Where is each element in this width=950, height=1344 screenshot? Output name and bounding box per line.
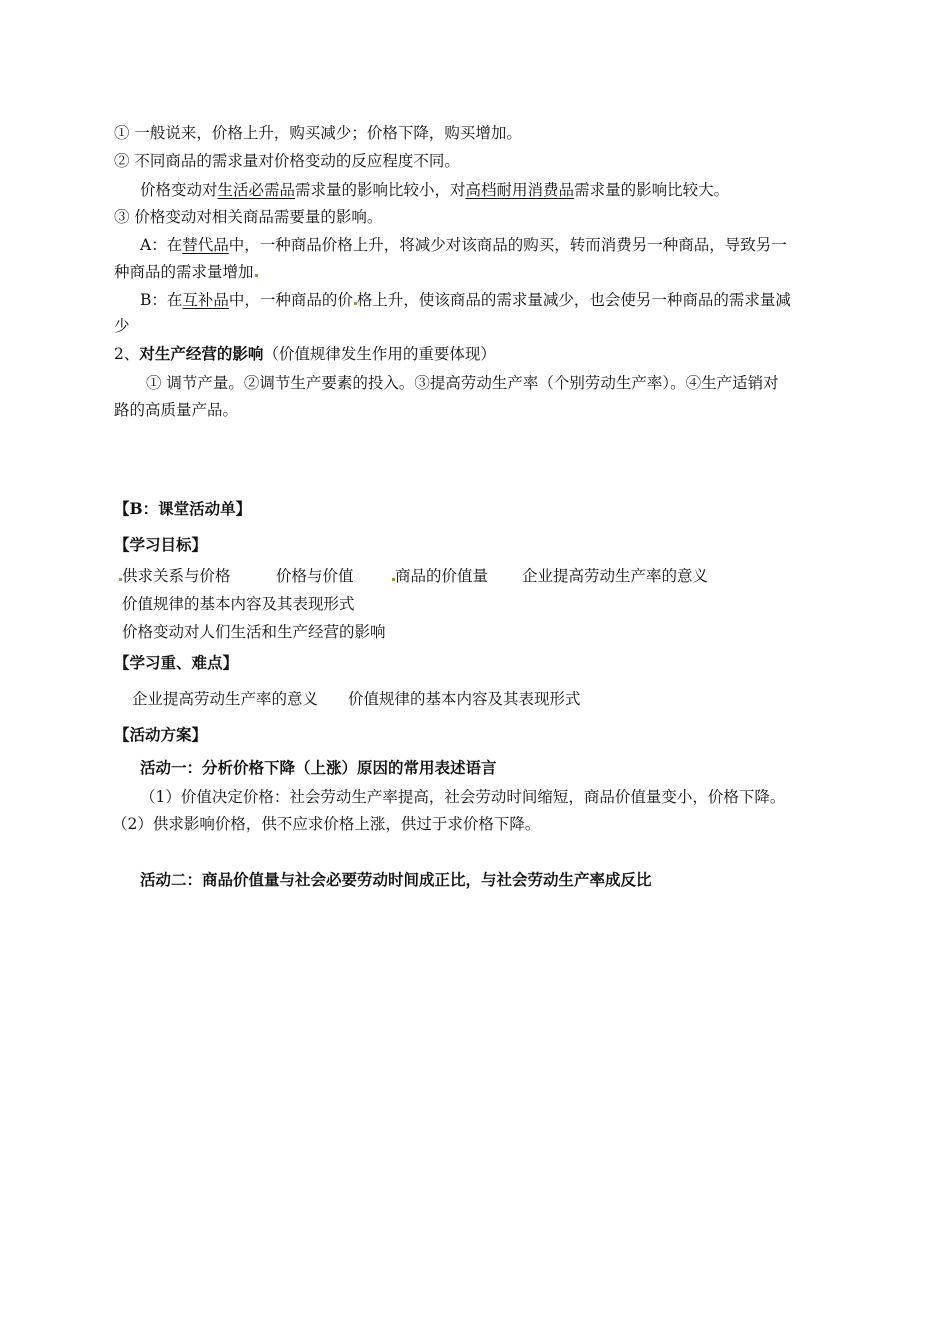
goal-item: 供求关系与价格 [122,567,231,585]
goals-row-1 [118,566,231,586]
paragraph-4: ③ 价格变动对相关商品需要量的影响。 [114,208,383,226]
text-span: A：在 [140,236,183,254]
text-span: 需求量的影响比较大。 [574,181,730,199]
paragraph-8-line-2: 路的高质量产品。 [114,401,239,419]
goals-title: 【学习目标】 [114,535,208,554]
key-point-item: 价值规律的基本内容及其表现形式 [348,690,581,708]
bold-heading: 对生产经营的影响 [139,344,264,363]
goal-item-with-mark [391,566,488,586]
text-span: 需求量的影响比较小，对 [295,181,466,199]
paragraph-3 [140,180,729,200]
goal-item: 商品的价值量 [395,567,489,585]
paragraph-6-line-2: 少 [114,317,130,335]
text-span: 种商品的需求量增加 [114,263,254,281]
goal-item: 价格与价值 [276,567,354,585]
activity-plan-title: 【活动方案】 [114,725,208,744]
section-b-header: 【B：课堂活动单】 [114,499,252,518]
paragraph-6-line-1 [140,290,791,310]
key-point-item: 企业提高劳动生产率的意义 [132,690,319,708]
activity-1-title: 活动一：分析价格下降（上涨）原因的常用表述语言 [140,758,497,777]
text-span: （价值规律发生作用的重要体现） [263,345,496,363]
activity-1-item-2: （2）供求影响价格，供不应求价格上涨，供过于求价格下降。 [112,815,541,833]
underlined-term: 互补品 [182,291,229,309]
paragraph-5-line-1 [140,235,787,255]
underlined-term: 生活必需品 [217,181,296,199]
text-span: 中，一种商品的价 [228,291,353,309]
underlined-term: 替代品 [182,236,229,254]
text-span: 格上升，使该商品的需求量减少，也会使另一种商品的需求量减 [356,291,791,309]
goals-row-2: 价值规律的基本内容及其表现形式 [122,595,355,613]
text-span: 2、 [114,345,140,363]
underlined-term: 高档耐用消费品 [465,181,575,199]
text-span: 价格变动对 [140,181,218,199]
key-points-title: 【学习重、难点】 [114,653,239,672]
text-span: 中，一种商品价格上升，将减少对该商品的购买，转而消费另一种商品，导致另一 [228,236,787,254]
paragraph-7 [114,344,496,364]
activity-1-item-1: （1）价值决定价格：社会劳动生产率提高，社会劳动时间缩短，商品价值量变小，价格下降。 [140,788,786,806]
paragraph-8-line-1: ① 调节产量。②调节生产要素的投入。③提高劳动生产率（个别劳动生产率）。④生产适销对 [146,374,779,392]
activity-2-title: 活动二：商品价值量与社会必要劳动时间成正比，与社会劳动生产率成反比 [140,870,652,889]
paragraph-1: ① 一般说来，价格上升，购买减少；价格下降，购买增加。 [114,124,522,142]
stray-mark [255,274,258,277]
paragraph-5-line-2 [114,262,258,282]
goals-row-3: 价格变动对人们生活和生产经营的影响 [122,623,386,641]
text-span: B：在 [140,291,183,309]
goal-item: 企业提高劳动生产率的意义 [522,567,709,585]
paragraph-2: ② 不同商品的需求量对价格变动的反应程度不同。 [114,152,460,170]
